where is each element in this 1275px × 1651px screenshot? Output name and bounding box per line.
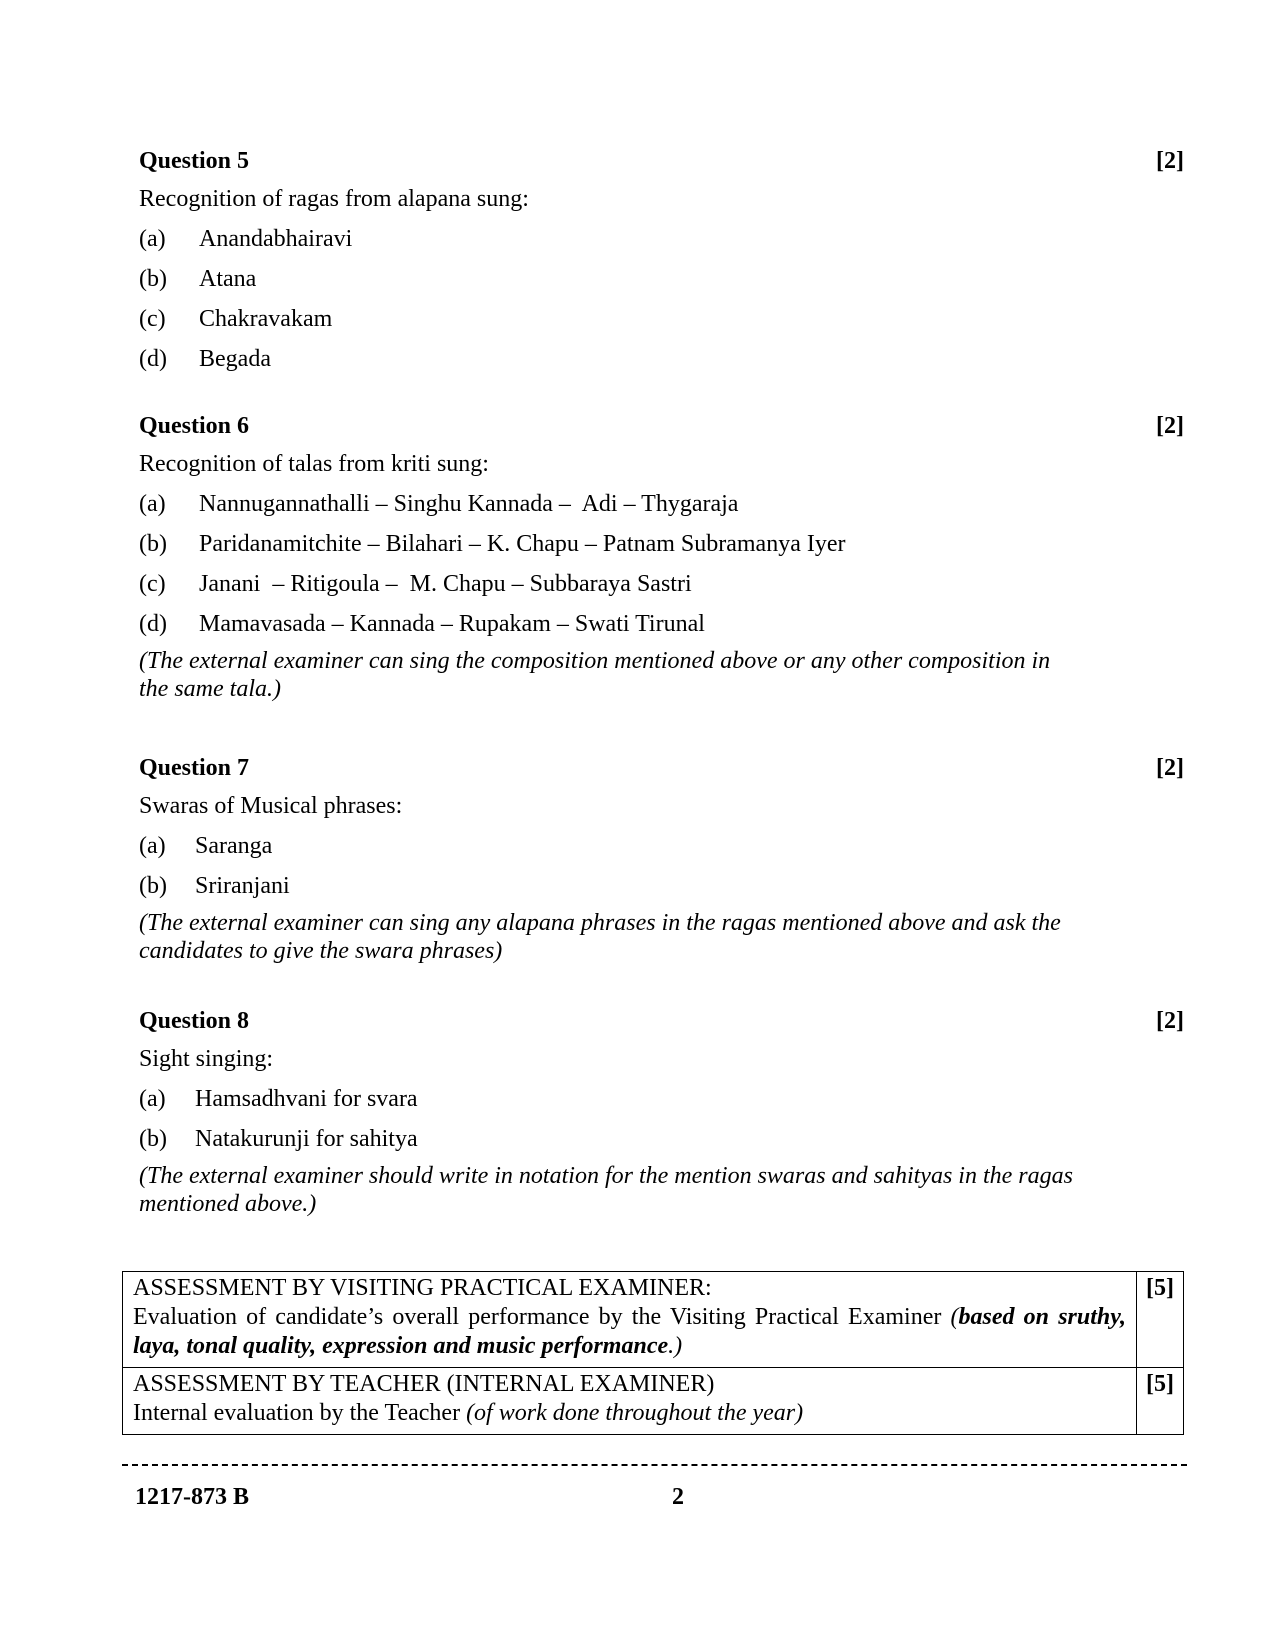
option-item [139, 1124, 1184, 1154]
assessment-row-visiting [123, 1272, 1184, 1368]
option-label: (a) [139, 1086, 166, 1112]
option-label: (a) [139, 833, 166, 859]
option-text: Janani – Ritigoula – M. Chapu – Subbaraya Sastri [199, 571, 692, 597]
question-8 [139, 1006, 1184, 1218]
question-intro: Recognition of talas from kriti sung: [139, 451, 489, 477]
footer-divider [122, 1464, 1187, 1466]
assessment-text-plain: Internal evaluation by the Teacher [133, 1400, 467, 1426]
examiner-note: (The external examiner can sing the composition mentioned above or any other composition in the same tala.) [139, 648, 1051, 702]
assessment-marks: [5] [1137, 1272, 1184, 1368]
option-label: (c) [139, 306, 166, 332]
question-title: Question 7 [139, 755, 250, 781]
option-label: (b) [139, 1126, 167, 1152]
question-intro: Sight singing: [139, 1046, 274, 1072]
option-item [139, 304, 1184, 334]
examiner-note: (The external examiner should write in notation for the mention swaras and sahityas in the ragas mentioned above.) [139, 1163, 1073, 1217]
option-text: Mamavasada – Kannada – Rupakam – Swati Tirunal [199, 611, 705, 637]
assessment-row-teacher [123, 1368, 1184, 1435]
option-text: Sriranjani [195, 873, 290, 899]
option-label: (a) [139, 491, 166, 517]
option-text: Begada [199, 346, 271, 372]
option-text: Paridanamitchite – Bilahari – K. Chapu – Patnam Subramanya Iyer [199, 531, 846, 557]
assessment-table [122, 1271, 1184, 1435]
question-title: Question 8 [139, 1008, 250, 1034]
question-6 [139, 411, 1184, 703]
option-text: Nannugannathalli – Singhu Kannada – Adi – Thygaraja [199, 491, 739, 517]
option-text: Natakurunji for sahitya [195, 1126, 418, 1152]
option-item [139, 344, 1184, 374]
question-title: Question 5 [139, 148, 250, 174]
option-text: Saranga [195, 833, 273, 859]
assessment-description [123, 1272, 1137, 1368]
option-item [139, 609, 1184, 639]
option-item [139, 529, 1184, 559]
option-label: (d) [139, 611, 167, 637]
option-text: Anandabhairavi [199, 226, 353, 252]
option-label: (a) [139, 226, 166, 252]
option-text: Hamsadhvani for svara [195, 1086, 418, 1112]
option-item [139, 831, 1184, 861]
option-item [139, 224, 1184, 254]
option-item [139, 264, 1184, 294]
option-item [139, 1084, 1184, 1114]
option-text: Chakravakam [199, 306, 333, 332]
option-item [139, 569, 1184, 599]
question-title: Question 6 [139, 413, 250, 439]
question-intro: Swaras of Musical phrases: [139, 793, 403, 819]
question-7 [139, 753, 1184, 965]
paper-code: 1217-873 B [135, 1484, 249, 1510]
question-marks: [2] [1156, 148, 1184, 174]
option-item [139, 489, 1184, 519]
assessment-description [123, 1368, 1137, 1435]
question-marks: [2] [1156, 1008, 1184, 1034]
examiner-note: (The external examiner can sing any alapana phrases in the ragas mentioned above and ask the candidates to give the swara phrases) [139, 910, 1061, 964]
question-marks: [2] [1156, 755, 1184, 781]
option-label: (c) [139, 571, 166, 597]
assessment-marks: [5] [1137, 1368, 1184, 1435]
assessment-text [133, 1399, 1126, 1428]
option-text: Atana [199, 266, 257, 292]
option-label: (b) [139, 873, 167, 899]
page-number: 2 [672, 1484, 684, 1510]
assessment-text-plain: Evaluation of candidate’s overall performance by the Visiting Practical Examiner [133, 1304, 951, 1330]
assessment-text [133, 1303, 1126, 1361]
assessment-paren-open: ( [950, 1304, 959, 1330]
question-5 [139, 146, 1184, 374]
assessment-heading: ASSESSMENT BY VISITING PRACTICAL EXAMINER: [133, 1275, 712, 1301]
question-intro: Recognition of ragas from alapana sung: [139, 186, 529, 212]
assessment-criteria: based on sruthy, laya, tonal quality, expression and music performance [133, 1304, 1126, 1359]
option-label: (b) [139, 531, 167, 557]
option-label: (b) [139, 266, 167, 292]
assessment-heading: ASSESSMENT BY TEACHER (INTERNAL EXAMINER) [133, 1371, 715, 1397]
option-item [139, 871, 1184, 901]
question-marks: [2] [1156, 413, 1184, 439]
assessment-text-italic: (of work done throughout the year) [466, 1400, 804, 1426]
assessment-paren-close: .) [668, 1333, 683, 1359]
option-label: (d) [139, 346, 167, 372]
